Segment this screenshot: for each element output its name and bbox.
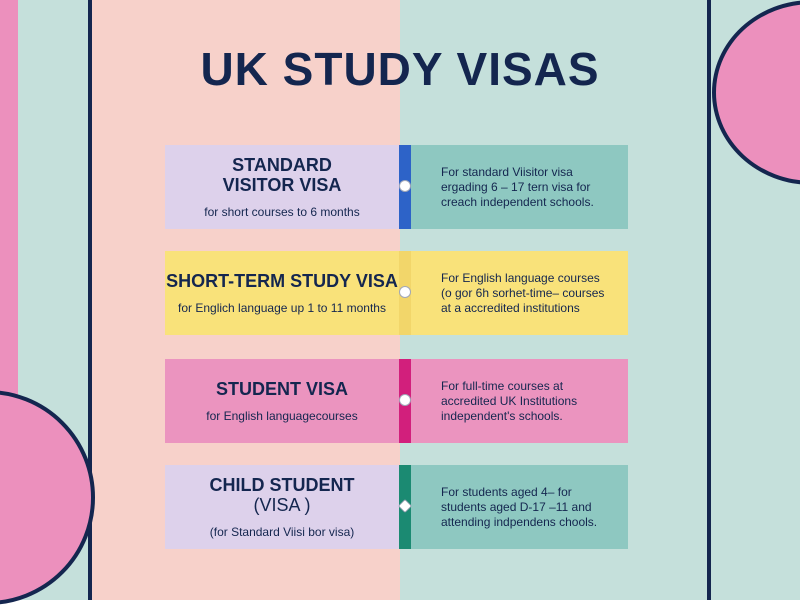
- visa-card-short-term-study: [165, 251, 628, 335]
- visa-description: [399, 379, 587, 424]
- description-line: creach independent schools.: [441, 194, 594, 209]
- visa-name: [210, 475, 355, 515]
- graduation-cap-icon: [399, 499, 411, 513]
- visa-description-panel: [399, 251, 628, 335]
- description-line: For English language courses: [441, 270, 600, 285]
- visa-name-line: SHORT-TERM STUDY VISA: [166, 271, 398, 291]
- description-line: For standard Viisitor visa: [441, 164, 573, 179]
- visa-subtitle: for English languagecourses: [206, 409, 358, 423]
- visa-name-line: CHILD STUDENT: [209, 475, 355, 495]
- page-title: UK STUDY VISAS: [200, 43, 600, 95]
- badge-icon: [399, 285, 411, 299]
- visa-card-student: [165, 359, 628, 443]
- visa-subtitle: for short courses to 6 months: [204, 205, 360, 219]
- visa-description-panel: [399, 359, 628, 443]
- description-line: students aged D-17 –11 and: [441, 499, 592, 514]
- visa-description: [399, 485, 607, 530]
- description-line: independent's schools.: [441, 408, 563, 423]
- visa-card-child-student: [165, 465, 628, 549]
- description-line: at a accredited institutions: [441, 300, 580, 315]
- visa-name-panel: [165, 251, 399, 335]
- visa-description-panel: [399, 145, 628, 229]
- description-line: For students aged 4– for: [441, 484, 572, 499]
- visa-name-panel: [165, 145, 399, 229]
- visa-description-panel: [399, 465, 628, 549]
- visa-name-line: (VISA ): [253, 495, 311, 515]
- visa-name-line: VISITOR VISA: [222, 175, 342, 195]
- visa-subtitle: for Englich language up 1 to 11 months: [178, 301, 386, 315]
- visa-name-panel: [165, 465, 399, 549]
- visa-name: [223, 155, 342, 195]
- visa-subtitle: (for Standard Viisi bor visa): [209, 525, 355, 539]
- visa-description: [399, 165, 604, 210]
- visa-name-line: STANDARD: [232, 155, 332, 175]
- visa-card-standard-visitor: [165, 145, 628, 229]
- visa-name-line: STUDENT VISA: [215, 379, 348, 399]
- description-line: attending indpendens chools.: [441, 514, 598, 529]
- visa-name-panel: [165, 359, 399, 443]
- badge-icon: [399, 179, 411, 193]
- visa-name: [166, 271, 398, 291]
- visa-description: [399, 271, 614, 316]
- description-line: For full-time courses at: [441, 378, 564, 393]
- visa-name: [216, 379, 348, 399]
- description-line: accredited UK Institutions: [441, 393, 578, 408]
- badge-icon: [399, 393, 411, 407]
- description-line: (o gor 6h sorhet-time– courses: [441, 285, 605, 300]
- description-line: ergading 6 – 17 tern visa for: [441, 179, 591, 194]
